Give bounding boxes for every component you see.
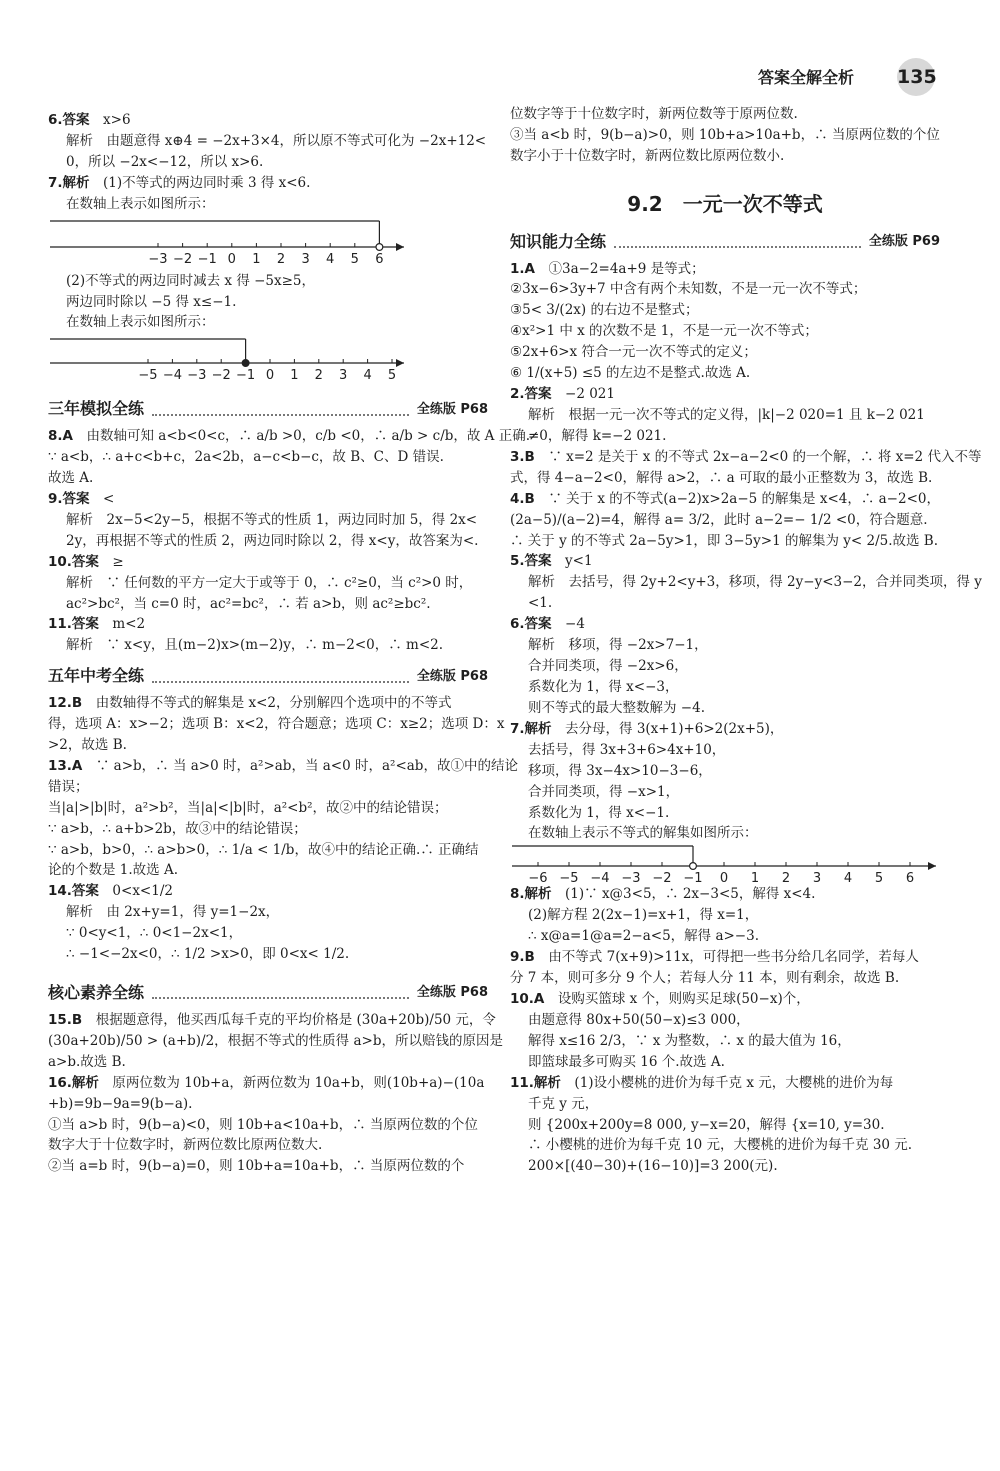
tick-label: 6: [375, 251, 384, 267]
text-line: [510, 531, 940, 552]
tick-label: −1: [236, 368, 256, 384]
text-line: [510, 823, 940, 844]
text-line: [510, 593, 940, 614]
text-line: [48, 1135, 488, 1156]
page-number: 135: [897, 58, 935, 96]
text-line: [48, 552, 488, 573]
line-text: 解析 去括号，得 2y+2<y+3，移项，得 2y−y<3−2，合并同类项，得 y: [528, 574, 982, 591]
line-text: 两边同时除以 −5 得 x≤−1.: [66, 293, 237, 310]
text-line: [48, 510, 488, 531]
line-text: ∵ a>b，b>0，∴ a>b>0，∴ 1/a < 1/b，故④中的结论正确.∴ 正确结: [48, 841, 479, 858]
question-label: 8.解析: [510, 886, 552, 903]
text-line: [510, 968, 940, 989]
text-line: [48, 1156, 488, 1177]
tick-label: 1: [252, 251, 261, 267]
section-header-zhishi: [510, 230, 940, 255]
line-text: ∵ 关于 x 的不等式(a−2)x>2a−5 的解集是 x<4，∴ a−2<0，: [548, 490, 940, 507]
text-line: [48, 271, 488, 292]
text-line: [48, 635, 488, 656]
right-top-block: [510, 104, 940, 167]
text-line: [510, 1094, 940, 1115]
text-line: [510, 1052, 940, 1073]
tick-label: −2: [211, 368, 231, 384]
line-text: ∵ a<b，∴ a+c<b+c，2a<2b，a−c<b−c，故 B、C、D 错误.: [48, 449, 444, 466]
text-line: [510, 447, 982, 468]
tick-label: −4: [162, 368, 182, 384]
line-text: 千克 y 元，: [528, 1095, 599, 1112]
section-header-wunian: [48, 664, 488, 689]
tick-label: −1: [683, 871, 703, 885]
question-label: 10.答案: [48, 553, 99, 570]
zhishi-block: [510, 259, 982, 845]
line-text: 解析 由 2x+y=1，得 y=1−2x，: [66, 904, 280, 921]
question-label: 7.解析: [510, 720, 552, 737]
tick-label: 0: [227, 251, 236, 267]
question-label: 9.B: [510, 949, 535, 966]
line-text: ①当 a>b 时，9(b−a)<0，则 10b+a<10a+b，∴ 当原两位数的个位: [48, 1116, 478, 1133]
line-text: 合并同类项，得 −x>1，: [528, 783, 680, 800]
text-line: [510, 1010, 940, 1031]
number-line-2: [48, 333, 488, 389]
line-text: y<1: [565, 553, 593, 570]
line-text: (2)不等式的两边同时减去 x 得 −5x≥5，: [66, 272, 316, 289]
question-label: 3.B: [510, 448, 535, 465]
text-line: [48, 1052, 488, 1073]
text-line: [48, 840, 488, 861]
line-text: 故选 A.: [48, 470, 94, 487]
text-line: [510, 677, 940, 698]
line-text: 由数轴可知 a<b<0<c，∴ a/b >0，c/b <0，∴ a/b > c/b，故 A 正确.: [86, 428, 531, 445]
question-label: 14.答案: [48, 883, 99, 900]
text-line: [48, 1073, 488, 1094]
text-line: [510, 989, 940, 1010]
text-line: [510, 947, 940, 968]
line-text: ∴ x@a=1@a=2−a<5，解得 a>−3.: [528, 928, 759, 945]
tick-label: −2: [652, 871, 672, 885]
section-dots: [152, 404, 409, 416]
line-text: 解析 2x−5<2y−5，根据不等式的性质 1，两边同时加 5，得 2x<: [66, 511, 478, 528]
text-line: [510, 884, 940, 905]
line-text: (2a−5)/(a−2)=4，解得 a= 3/2，此时 a−2=− 1/2 <0，符合题意.: [510, 511, 928, 528]
section-dots: [152, 671, 409, 683]
text-line: [48, 714, 505, 735]
chapter-title: 9.2 一元一次不等式: [627, 191, 823, 216]
question-label: 15.B: [48, 1011, 83, 1028]
tick-label: 2: [314, 368, 323, 384]
open-endpoint: [690, 863, 697, 870]
line-text: 得，选项 A：x>−2；选项 B：x<2，符合题意；选项 C：x≥2；选项 D：x: [48, 716, 505, 733]
text-line: [510, 468, 940, 489]
text-line: [48, 798, 488, 819]
line-text: −2 021: [565, 386, 615, 403]
text-line: [510, 635, 940, 656]
open-endpoint: [376, 243, 383, 250]
line-text: ③5< 3/(2x) 的右边不是整式；: [510, 302, 699, 319]
question-label: 8.A: [48, 428, 73, 445]
line-text: +b)=9b−9a=9(b−a).: [48, 1095, 193, 1112]
line-text: a>b.故选 B.: [48, 1053, 126, 1070]
text-line: [510, 363, 940, 384]
line-text: <: [103, 490, 115, 507]
question-label: 12.B: [48, 695, 83, 712]
tick-label: −6: [528, 871, 548, 885]
line-text: ∵ a>b，∴ 当 a>0 时，a²>ab，当 a<0 时，a²<ab，故①中的结论: [95, 757, 518, 774]
line-text: 根据题意得，他买西瓜每千克的平均价格是 (30a+20b)/50 元，令: [95, 1011, 496, 1028]
line-text: 由题意得 80x+50(50−x)≤3 000，: [528, 1011, 750, 1028]
line-text: 即篮球最多可购买 16 个.故选 A.: [528, 1053, 725, 1070]
line-text: 由数轴得不等式的解集是 x<2，分别解四个选项中的不等式: [95, 695, 452, 712]
text-line: [510, 740, 940, 761]
text-line: [510, 803, 940, 824]
line-text: <1.: [528, 595, 553, 612]
line-text: −4: [565, 616, 585, 633]
text-line: [510, 719, 940, 740]
line-text: 0<x<1/2: [112, 883, 173, 900]
tick-label: 5: [874, 871, 884, 885]
line-text: 设购买篮球 x 个，则购买足球(50−x)个，: [557, 990, 810, 1007]
line-text: 由不等式 7(x+9)>11x，可得把一些书分给几名同学，若每人: [548, 949, 919, 966]
tick-label: −4: [590, 871, 610, 885]
text-line: [48, 614, 488, 635]
line-text: (30a+20b)/50 > (a+b)/2，根据不等式的性质得 a>b，所以赔钱的原因是: [48, 1032, 503, 1049]
text-line: [48, 693, 488, 714]
line-text: 解析 ∵ x<y，且(m−2)x>(m−2)y，∴ m−2<0，∴ m<2.: [66, 637, 444, 654]
left-top-block: [48, 110, 488, 215]
line-text: 解得 x≤16 2/3，∵ x 为整数，∴ x 的最大值为 16，: [528, 1032, 851, 1049]
line-text: 0，所以 −2x<−12，所以 x>6.: [66, 153, 264, 170]
text-line: [48, 194, 488, 215]
tick-label: 1: [750, 871, 760, 885]
line-text: 式，得 4−a−2<0，解得 a>2，∴ a 可取的最小正整数为 3，故选 B.: [510, 469, 933, 486]
text-line: [48, 944, 488, 965]
line-text: 移项，得 3x−4x>10−3−6，: [528, 762, 712, 779]
text-line: [510, 405, 940, 426]
hexin-block: [48, 1010, 503, 1177]
text-line: [510, 656, 940, 677]
text-line: [510, 761, 940, 782]
section-header-hexin: [48, 981, 488, 1006]
text-line: [48, 756, 518, 777]
tick-label: 5: [350, 251, 359, 267]
line-text: ⑥ 1/(x+5) ≤5 的左边不是整式.故选 A.: [510, 365, 751, 382]
question-label: 1.A: [510, 260, 535, 277]
line-text: ∵ x=2 是关于 x 的不等式 2x−a−2<0 的一个解，∴ 将 x=2 代入不等: [548, 448, 982, 465]
line-text: ⑤2x+6>x 符合一元一次不等式的定义；: [510, 344, 757, 361]
text-line: [510, 905, 940, 926]
text-line: [48, 489, 488, 510]
line-text: 原两位数为 10b+a，新两位数为 10a+b，则(10b+a)−(10a: [112, 1074, 485, 1091]
number-line-1: [48, 215, 488, 271]
text-line: [510, 426, 940, 447]
line-text: 分 7 本，则可多分 9 个人；若每人分 11 本，则有剩余，故选 B.: [510, 970, 900, 987]
line-text: 系数化为 1，得 x<−3，: [528, 679, 679, 695]
text-line: [48, 426, 531, 447]
axis-arrow: [396, 359, 404, 367]
text-line: [48, 735, 488, 756]
left-mid-block: [48, 271, 488, 334]
line-text: 200×[(40−30)+(16−10)]=3 200(元).: [528, 1158, 778, 1175]
question-label: 13.A: [48, 757, 83, 774]
text-line: [48, 447, 488, 468]
question-label: 6.答案: [510, 616, 552, 633]
text-line: [510, 614, 940, 635]
line-text: 合并同类项，得 −2x>6，: [528, 658, 688, 675]
tick-label: 2: [781, 871, 791, 885]
line-text: ≠0，解得 k=−2 021.: [528, 427, 667, 444]
text-line: [510, 698, 940, 719]
text-line: [510, 1156, 940, 1177]
text-line: [48, 594, 488, 615]
tick-label: 0: [719, 871, 729, 885]
tick-label: −3: [621, 871, 641, 885]
question-label: 9.答案: [48, 490, 90, 507]
tick-label: −5: [138, 368, 158, 384]
section-ref: 全练版 P68: [416, 401, 488, 417]
tick-label: 4: [843, 871, 853, 885]
text-line: [48, 923, 488, 944]
line-text: >2，故选 B.: [48, 736, 127, 753]
text-line: [48, 131, 488, 152]
tick-label: 0: [265, 368, 275, 384]
line-text: 在数轴上表示如图所示：: [66, 195, 215, 212]
text-line: [48, 110, 488, 131]
line-text: (1)不等式的两边同时乘 3 得 x<6.: [103, 174, 311, 191]
text-line: [48, 468, 488, 489]
line-text: ②当 a=b 时，9(b−a)=0，则 10b+a=10a+b，∴ 当原两位数的个: [48, 1158, 465, 1175]
line-text: ∴ 关于 y 的不等式 2a−5y>1，即 3−5y>1 的解集为 y< 2/5.故选 B.: [510, 532, 938, 549]
section-title: 五年中考全练: [48, 666, 145, 686]
tick-label: 4: [363, 368, 372, 384]
section-title: 知识能力全练: [510, 231, 607, 251]
text-line: [48, 1031, 503, 1052]
line-text: ③当 a<b 时，9(b−a)>0，则 10b+a>10a+b，∴ 当原两位数的个位: [510, 126, 940, 143]
line-text: ∴ −1<−2x<0，∴ 1/2 >x>0，即 0<x< 1/2.: [66, 946, 350, 963]
question-label: 11.解析: [510, 1074, 561, 1091]
line-text: x>6: [103, 112, 131, 128]
text-line: [510, 384, 940, 405]
header-title: 答案全解全析: [758, 68, 855, 87]
text-line: [48, 152, 488, 173]
line-text: 则 {200x+200y=8 000, y−x=20，解得 {x=10, y=30.: [528, 1116, 885, 1133]
text-line: [510, 551, 940, 572]
section-header-sannian: [48, 397, 488, 422]
text-line: [510, 1073, 940, 1094]
text-line: [510, 1135, 940, 1156]
number-line-1-svg: [48, 215, 408, 271]
text-line: [48, 312, 488, 333]
text-line: [510, 489, 940, 510]
tick-label: 4: [326, 251, 335, 267]
line-text: 解析 ∵ 任何数的平方一定大于或等于 0，∴ c²≥0，当 c²>0 时，: [66, 574, 473, 591]
tick-label: 3: [812, 871, 822, 885]
text-line: [510, 300, 940, 321]
tick-label: −3: [187, 368, 207, 384]
text-line: [510, 125, 940, 146]
text-line: [48, 1094, 488, 1115]
line-text: ≥: [112, 553, 124, 570]
line-text: (2)解方程 2(2x−1)=x+1，得 x=1，: [528, 907, 759, 924]
tick-label: 3: [301, 251, 310, 267]
question-label: 6.答案: [48, 112, 90, 128]
tick-label: 6: [905, 871, 915, 885]
line-text: 论的个数是 1.故选 A.: [48, 862, 179, 879]
text-line: [48, 902, 488, 923]
section-title: 核心素养全练: [48, 983, 145, 1003]
section-ref: 全练版 P69: [868, 234, 940, 250]
tick-label: 1: [290, 368, 299, 384]
text-line: [510, 279, 940, 300]
line-text: 去分母，得 3(x+1)+6>2(2x+5)，: [565, 720, 784, 737]
line-text: 解析 由题意得 x⊕4 = −2x+3×4，所以原不等式可化为 −2x+12<: [66, 132, 487, 149]
line-text: ac²>bc²，当 c=0 时，ac²=bc²，∴ 若 a>b，则 ac²≥bc².: [66, 595, 431, 612]
question-label: 16.解析: [48, 1074, 99, 1091]
line-text: (1)∵ x@3<5，∴ 2x−3<5，解得 x<4.: [565, 886, 816, 903]
text-line: [48, 860, 488, 881]
line-text: (1)设小樱桃的进价为每千克 x 元，大樱桃的进价为每: [574, 1074, 894, 1091]
text-line: [510, 146, 940, 167]
question-label: 5.答案: [510, 553, 552, 570]
question-label: 4.B: [510, 490, 535, 507]
question-label: 10.A: [510, 990, 545, 1007]
section-title: 三年模拟全练: [48, 399, 145, 419]
line-text: ④x²>1 中 x 的次数不是 1，不是一元一次不等式；: [510, 323, 818, 340]
line-text: 去括号，得 3x+3+6>4x+10，: [528, 741, 726, 758]
wunian-block: [48, 693, 518, 965]
text-line: [48, 881, 488, 902]
number-line-3: [510, 844, 940, 884]
text-line: [48, 531, 488, 552]
tick-label: −5: [559, 871, 579, 885]
text-line: [510, 104, 940, 125]
line-text: 当|a|>|b|时，a²>b²，当|a|<|b|时，a²<b²，故②中的结论错误；: [48, 799, 448, 816]
line-text: 数字小于十位数字时，新两位数比原两位数小.: [510, 147, 785, 164]
line-text: ∵ 0<y<1，∴ 0<1−2x<1，: [66, 925, 243, 942]
text-line: [48, 777, 488, 798]
tick-label: 5: [387, 368, 397, 384]
tick-label: −3: [148, 251, 168, 267]
text-line: [510, 342, 940, 363]
text-line: [510, 926, 940, 947]
closed-endpoint: [242, 360, 249, 367]
text-line: [48, 1010, 496, 1031]
line-text: 2y，再根据不等式的性质 2，两边同时除以 2，得 x<y，故答案为<.: [66, 532, 479, 549]
right-bottom-block: [510, 884, 940, 1177]
tick-label: 2: [276, 251, 286, 267]
text-line: [510, 321, 940, 342]
line-text: 位数字等于十位数字时，新两位数等于原两位数.: [510, 106, 798, 122]
line-text: m<2: [112, 616, 146, 633]
right-column: [510, 104, 982, 1177]
line-text: 解析 移项，得 −2x>7−1，: [528, 637, 708, 654]
section-dots: [152, 987, 409, 999]
text-line: [48, 292, 488, 313]
question-label: 11.答案: [48, 616, 99, 633]
line-text: 则不等式的最大整数解为 −4.: [528, 699, 705, 716]
text-line: [510, 1115, 940, 1136]
axis-arrow: [396, 243, 404, 251]
line-text: ∴ 小樱桃的进价为每千克 10 元，大樱桃的进价为每千克 30 元.: [528, 1137, 913, 1154]
line-text: 数字大于十位数字时，新两位数比原两位数大.: [48, 1137, 323, 1154]
text-line: [510, 259, 940, 280]
text-line: [48, 573, 488, 594]
line-text: 在数轴上表示不等式的解集如图所示：: [528, 825, 758, 842]
text-line: [48, 173, 488, 194]
number-line-3-svg: [510, 844, 940, 884]
section-ref: 全练版 P68: [416, 985, 488, 1001]
tick-label: −1: [197, 251, 217, 267]
tick-label: −2: [173, 251, 193, 267]
text-line: [510, 572, 982, 593]
line-text: ①3a−2=4a+9 是等式；: [548, 260, 705, 277]
text-line: [48, 1115, 488, 1136]
question-label: 7.解析: [48, 174, 90, 191]
text-line: [510, 1031, 940, 1052]
text-line: [48, 819, 488, 840]
text-line: [510, 510, 940, 531]
line-text: ②3x−6>3y+7 中含有两个未知数，不是一元一次不等式；: [510, 281, 867, 298]
axis-arrow: [928, 862, 936, 870]
line-text: ∵ a>b，∴ a+b>2b，故③中的结论错误；: [48, 820, 307, 837]
line-text: 在数轴上表示如图所示：: [66, 314, 215, 331]
question-label: 2.答案: [510, 386, 552, 403]
section-dots: [614, 236, 861, 248]
line-text: 系数化为 1，得 x<−1.: [528, 804, 670, 821]
text-line: [510, 782, 940, 803]
tick-label: 3: [339, 368, 348, 384]
number-line-2-svg: [48, 333, 408, 389]
section-ref: 全练版 P68: [416, 668, 488, 684]
line-text: 解析 根据一元一次不等式的定义得，|k|−2 020=1 且 k−2 021: [528, 407, 925, 424]
line-text: 错误；: [48, 778, 89, 795]
